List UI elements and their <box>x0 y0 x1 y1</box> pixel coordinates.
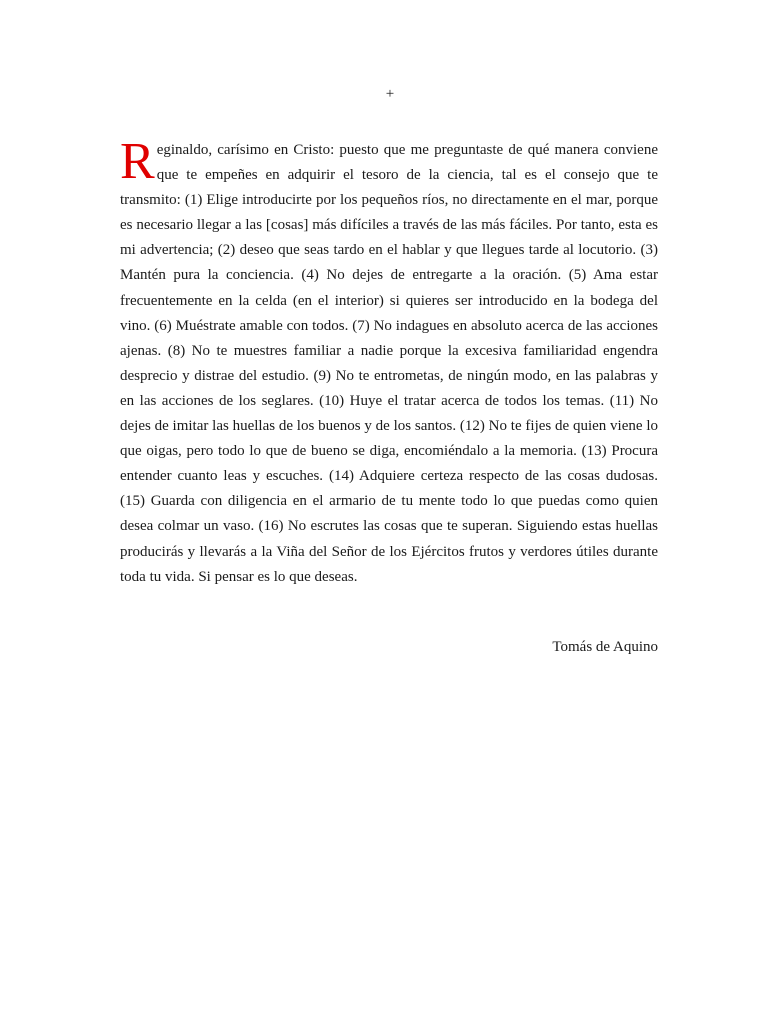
drop-cap-letter: R <box>120 133 155 190</box>
letter-paragraph <box>120 133 658 590</box>
cross-symbol: + <box>385 86 395 102</box>
signature: Tomás de Aquino <box>552 639 658 655</box>
letter-body-text: eginaldo, carísimo en Cristo: puesto que me preguntaste de qué manera conviene que te empeñes en adquirir el tesoro de la ciencia, tal es el consejo que te transmito: (1) Elige introducirte por los pequeños ríos, no directamente en el mar, porque es necesario llegar a las [cosas] más difíciles a través de las más fáciles. Por tanto, esta es mi advertencia; (2) deseo que seas tardo en el hablar y que llegues tarde al locutorio. (3) Mantén pura la conciencia. (4) No dejes de entregarte a la oración. (5) Ama estar frecuentemente en la celda (en el interior) si quieres ser introducido en la bodega del vino. (6) Muéstrate amable con todos. (7) No indagues en absoluto acerca de las acciones ajenas. (8) No te muestres familiar a nadie porque la excesiva familiaridad engendra desprecio y distrae del estudio. (9) No te entrometas, de ningún modo, en las palabras y en las acciones de los seglares. (10) Huye el tratar acerca de todos los temas. (11) No dejes de imitar las huellas de los buenos y de los santos. (12) No te fijes de quien viene lo que oigas, pero todo lo que de bueno se diga, encomiéndalo a la memoria. (13) Procura entender cuanto leas y escuches. (14) Adquiere certeza respecto de las cosas dudosas. (15) Guarda con diligencia en el armario de tu mente todo lo que puedas como quien desea colmar un vaso. (16) No escrutes las cosas que te superan. Siguiendo estas huellas producirás y llevarás a la Viña del Señor de los Ejércitos frutos y verdores útiles durante toda tu vida. Si pensar es lo que deseas. <box>120 142 658 585</box>
